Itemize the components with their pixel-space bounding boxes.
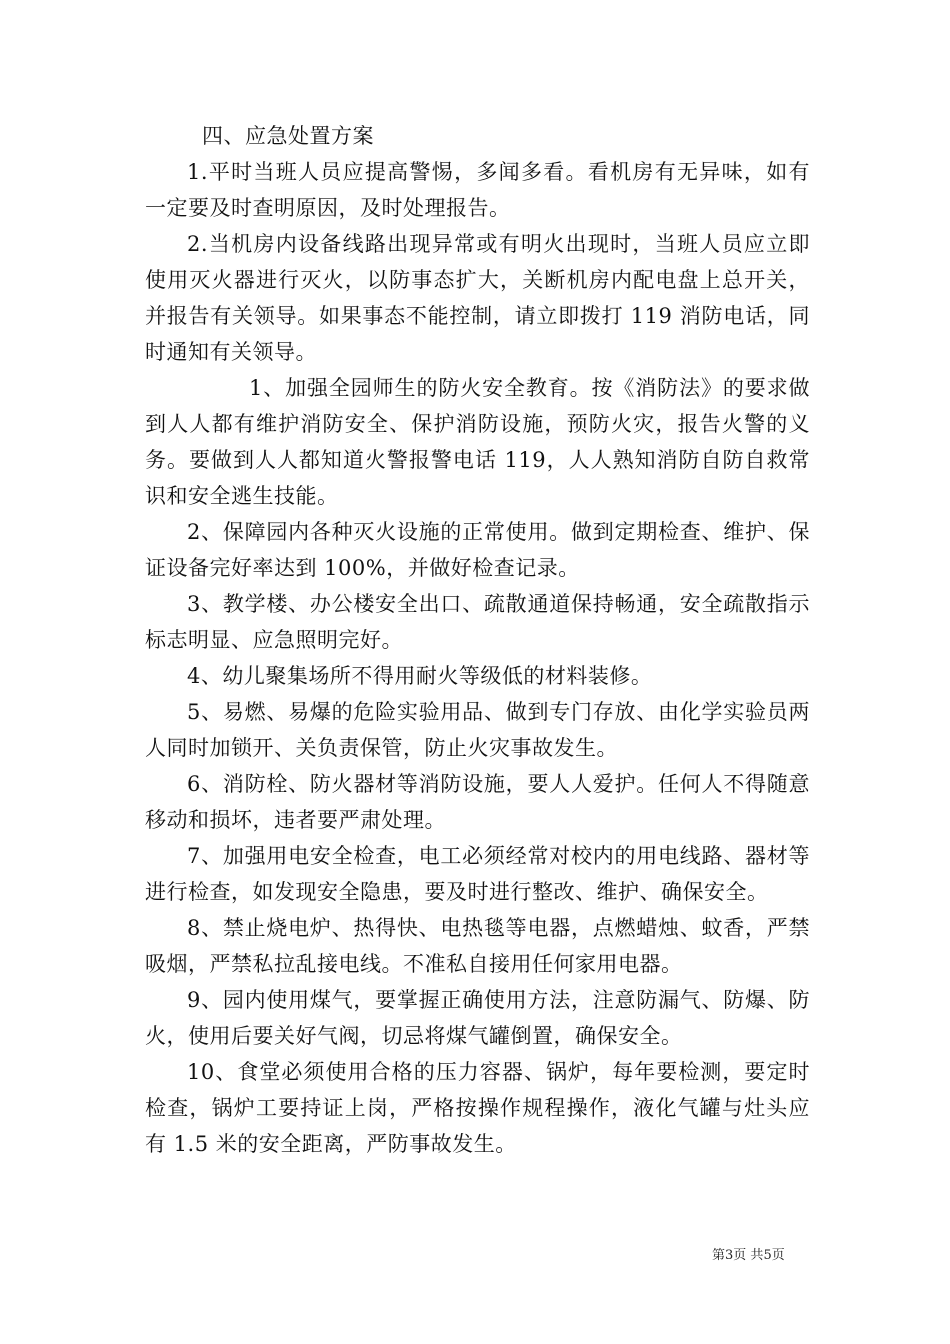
document-body bbox=[145, 118, 810, 1162]
paragraph-10: 8、禁止烧电炉、热得快、电热毯等电器，点燃蜡烛、蚊香，严禁吸烟，严禁私拉乱接电线。不准私自接用任何家用电器。 bbox=[145, 916, 810, 976]
paragraph-4: 2、保障园内各种灭火设施的正常使用。做到定期检查、维护、保证设备完好率达到 100%，并做好检查记录。 bbox=[145, 520, 810, 580]
page-number-footer bbox=[712, 1244, 785, 1263]
footer-middle: 页 共 bbox=[733, 1248, 764, 1263]
paragraph-1: 1.平时当班人员应提高警惕，多闻多看。看机房有无异味，如有一定要及时查明原因，及时处理报告。 bbox=[145, 160, 810, 220]
footer-total-pages: 5 bbox=[763, 1248, 772, 1263]
paragraph-8: 6、消防栓、防火器材等消防设施，要人人爱护。任何人不得随意移动和损坏，违者要严肃处理。 bbox=[145, 772, 810, 832]
paragraph-12: 10、食堂必须使用合格的压力容器、锅炉，每年要检测，要定时检查，锅炉工要持证上岗，严格按操作规程操作，液化气罐与灶头应有 1.5 米的安全距离，严防事故发生。 bbox=[145, 1060, 810, 1156]
paragraph-7: 5、易燃、易爆的危险实验用品、做到专门存放、由化学实验员两人同时加锁开、关负责保管，防止火灾事故发生。 bbox=[145, 700, 810, 760]
paragraph-5: 3、教学楼、办公楼安全出口、疏散通道保持畅通，安全疏散指示标志明显、应急照明完好。 bbox=[145, 592, 810, 652]
paragraph-2: 2.当机房内设备线路出现异常或有明火出现时，当班人员应立即使用灭火器进行灭火，以防事态扩大，关断机房内配电盘上总开关，并报告有关领导。如果事态不能控制，请立即拨打 119 消防电话，同时通知有关领导。 bbox=[145, 232, 810, 364]
paragraph-11: 9、园内使用煤气，要掌握正确使用方法，注意防漏气、防爆、防火，使用后要关好气阀，切忌将煤气罐倒置，确保安全。 bbox=[145, 988, 810, 1048]
footer-prefix: 第 bbox=[712, 1248, 726, 1263]
paragraph-6: 4、幼儿聚集场所不得用耐火等级低的材料装修。 bbox=[187, 664, 653, 688]
paragraph-3: 1、加强全园师生的防火安全教育。按《消防法》的要求做到人人都有维护消防安全、保护消防设施，预防火灾，报告火警的义务。要做到人人都知道火警报警电话 119，人人熟知消防自防自救常识和安全逃生技能。 bbox=[145, 376, 810, 508]
paragraph-9: 7、加强用电安全检查，电工必须经常对校内的用电线路、器材等进行检查，如发现安全隐患，要及时进行整改、维护、确保安全。 bbox=[145, 844, 810, 904]
footer-current-page: 3 bbox=[725, 1248, 734, 1263]
footer-suffix: 页 bbox=[771, 1248, 785, 1263]
section-heading: 四、应急处置方案 bbox=[202, 124, 374, 148]
